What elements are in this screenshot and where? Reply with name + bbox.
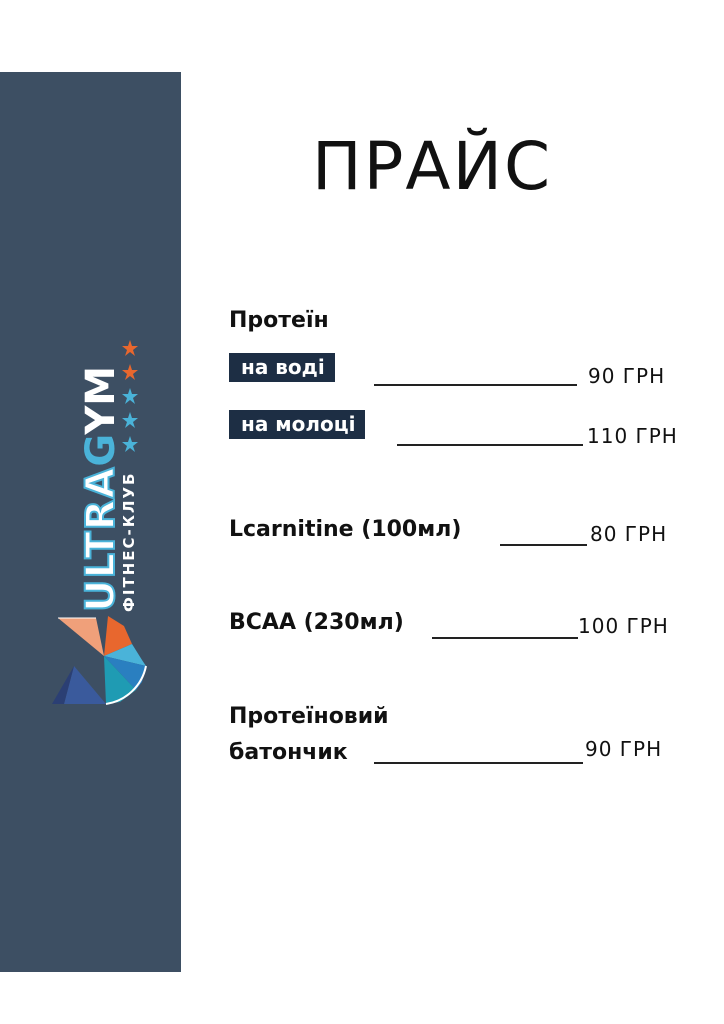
carnitine-label: Lcarnitine (100мл): [229, 517, 462, 542]
bcaa-label: BCAA (230мл): [229, 610, 404, 635]
brand-name-g: G: [78, 434, 124, 467]
bcaa-price: 100 ГРН: [578, 614, 669, 638]
bar-price: 90 ГРН: [585, 737, 663, 761]
milk-price: 110 ГРН: [587, 424, 678, 448]
water-tag: на воді: [229, 353, 335, 382]
bcaa-leader-line: [432, 637, 578, 639]
bar-label-line1: Протеїновий: [229, 704, 389, 729]
carnitine-price: 80 ГРН: [590, 522, 668, 546]
water-price: 90 ГРН: [588, 364, 666, 388]
page-title: ПРАЙС: [312, 128, 553, 205]
protein-heading: Протеїн: [229, 308, 329, 333]
brand-name-gym: [78, 366, 124, 467]
brand-name-ym: YM: [78, 365, 124, 435]
brand-name: [78, 366, 124, 612]
bar-label-line2: батончик: [229, 740, 348, 765]
brand-subtitle: ФІТНЕС-КЛУБ: [120, 471, 138, 612]
brand-name-ultra: ULTRA: [78, 466, 124, 612]
milk-leader-line: [397, 444, 583, 446]
bar-leader-line: [374, 762, 583, 764]
water-leader-line: [374, 384, 577, 386]
carnitine-leader-line: [500, 544, 587, 546]
milk-tag: на молоці: [229, 410, 365, 439]
